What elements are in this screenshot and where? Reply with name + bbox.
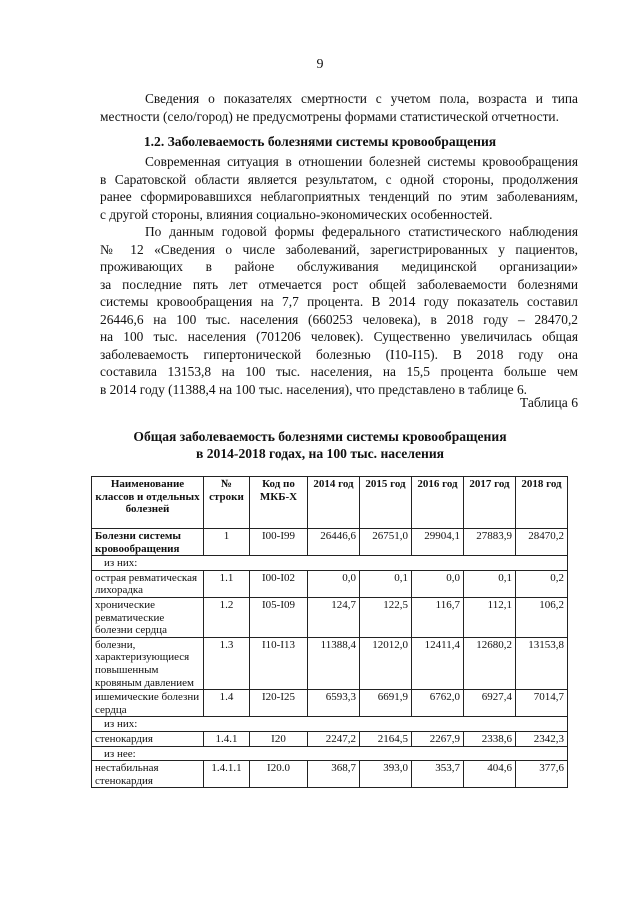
cell-value-2017: 112,1 — [464, 597, 516, 637]
header-2018: 2018 год — [516, 477, 568, 529]
cell-icd-code: I20.0 — [250, 761, 308, 788]
table-row — [92, 761, 568, 788]
cell-value-2015: 26751,0 — [360, 529, 412, 556]
cell-disease-name: нестабильная стенокардия — [92, 761, 204, 788]
morbidity-table — [91, 476, 568, 788]
para-line: на 100 тыс. населения (701206 человек). Существенно увеличилась общая — [100, 329, 578, 344]
table-subheader-row — [92, 556, 568, 571]
para-line: в 2014 году (11388,4 на 100 тыс. населения), что представлено в таблице 6. — [100, 381, 527, 397]
cell-value-2016: 0,0 — [412, 570, 464, 597]
cell-disease-name: болезни, характеризующиеся повышенным кровяным давлением — [92, 637, 204, 689]
cell-row-number: 1 — [204, 529, 250, 556]
table-body — [92, 529, 568, 788]
cell-value-2015: 122,5 — [360, 597, 412, 637]
cell-disease-name: стенокардия — [92, 731, 204, 746]
table-row — [92, 637, 568, 689]
table-subheader-row — [92, 746, 568, 761]
cell-value-2018: 28470,2 — [516, 529, 568, 556]
cell-value-2016: 12411,4 — [412, 637, 464, 689]
table-row — [92, 690, 568, 717]
cell-value-2018: 13153,8 — [516, 637, 568, 689]
cell-value-2015: 0,1 — [360, 570, 412, 597]
table-header-row — [92, 477, 568, 529]
cell-disease-name: острая ревматическая лихорадка — [92, 570, 204, 597]
cell-value-2016: 2267,9 — [412, 731, 464, 746]
para-line: 26446,6 на 100 тыс. населения (660253 человека), в 2018 году – 28470,2 — [100, 311, 578, 327]
cell-value-2017: 27883,9 — [464, 529, 516, 556]
section-heading: 1.2. Заболеваемость болезнями системы кровообращения — [143, 134, 497, 149]
subheader-label: из них: — [92, 717, 568, 732]
header-2014: 2014 год — [308, 477, 360, 529]
para-line: составила 13153,8 на 100 тыс. населения, на 15,5 процента больше чем — [100, 364, 578, 379]
cell-value-2016: 353,7 — [412, 761, 464, 788]
cell-disease-name: Болезни системы кровообращения — [92, 529, 204, 556]
section-paragraph-2 — [100, 223, 578, 398]
table-title-line: в 2014-2018 годах, на 100 тыс. населения — [195, 446, 445, 461]
cell-row-number: 1.3 — [204, 637, 250, 689]
page-number: 9 — [316, 57, 324, 72]
cell-value-2014: 6593,3 — [308, 690, 360, 717]
para-line: По данным годовой формы федерального статистического наблюдения — [145, 224, 578, 239]
cell-icd-code: I00-I99 — [250, 529, 308, 556]
cell-row-number: 1.2 — [204, 597, 250, 637]
cell-value-2015: 6691,9 — [360, 690, 412, 717]
table-row — [92, 731, 568, 746]
para-line: ранее сформировавшихся неблагоприятных тенденций по этим заболеваниям, — [100, 189, 578, 204]
cell-value-2016: 29904,1 — [412, 529, 464, 556]
para-line: в Саратовской области является результатом, с одной стороны, продолжения — [100, 171, 578, 187]
cell-icd-code: I00-I02 — [250, 570, 308, 597]
cell-value-2014: 2247,2 — [308, 731, 360, 746]
cell-icd-code: I20-I25 — [250, 690, 308, 717]
header-code: Код по МКБ-Х — [250, 477, 308, 529]
subheader-label: из нее: — [92, 746, 568, 761]
header-2015: 2015 год — [360, 477, 412, 529]
cell-icd-code: I05-I09 — [250, 597, 308, 637]
cell-value-2017: 2338,6 — [464, 731, 516, 746]
cell-value-2016: 116,7 — [412, 597, 464, 637]
cell-value-2017: 6927,4 — [464, 690, 516, 717]
cell-row-number: 1.4.1 — [204, 731, 250, 746]
cell-value-2018: 7014,7 — [516, 690, 568, 717]
table-row — [92, 529, 568, 556]
cell-value-2018: 106,2 — [516, 597, 568, 637]
cell-value-2018: 2342,3 — [516, 731, 568, 746]
cell-value-2017: 12680,2 — [464, 637, 516, 689]
cell-disease-name: хронические ревматические болезни сердца — [92, 597, 204, 637]
cell-row-number: 1.4.1.1 — [204, 761, 250, 788]
cell-value-2017: 0,1 — [464, 570, 516, 597]
section-paragraph-1 — [100, 153, 578, 223]
table-row — [92, 597, 568, 637]
para-line: за последние пять лет отмечается рост общей заболеваемости болезнями — [100, 276, 578, 292]
header-2016: 2016 год — [412, 477, 464, 529]
cell-value-2015: 2164,5 — [360, 731, 412, 746]
cell-disease-name: ишемические болезни сердца — [92, 690, 204, 717]
para-line: Современная ситуация в отношении болезней системы кровообращения — [145, 154, 578, 169]
para-line: проживающих в районе обслуживания медицинской организации» — [100, 259, 578, 274]
cell-value-2014: 26446,6 — [308, 529, 360, 556]
cell-row-number: 1.4 — [204, 690, 250, 717]
cell-value-2014: 124,7 — [308, 597, 360, 637]
table-row — [92, 570, 568, 597]
cell-value-2015: 12012,0 — [360, 637, 412, 689]
cell-value-2018: 377,6 — [516, 761, 568, 788]
cell-value-2018: 0,2 — [516, 570, 568, 597]
para-line: заболеваемость гипертонической болезнью (I10-I15). В 2018 году она — [100, 346, 578, 362]
cell-value-2015: 393,0 — [360, 761, 412, 788]
table-label: Таблица 6 — [519, 395, 578, 410]
cell-row-number: 1.1 — [204, 570, 250, 597]
intro-paragraph — [100, 90, 578, 125]
cell-value-2016: 6762,0 — [412, 690, 464, 717]
intro-line: местности (село/город) не предусмотрены формами статистической отчетности. — [100, 108, 559, 124]
subheader-label: из них: — [92, 556, 568, 571]
para-line: системы кровообращения на 7,7 процента. В 2014 году показатель составил — [100, 294, 578, 309]
para-line: № 12 «Сведения о числе заболеваний, зарегистрированных у пациентов, — [100, 241, 578, 257]
cell-value-2014: 0,0 — [308, 570, 360, 597]
cell-icd-code: I10-I13 — [250, 637, 308, 689]
cell-icd-code: I20 — [250, 731, 308, 746]
header-2017: 2017 год — [464, 477, 516, 529]
cell-value-2017: 404,6 — [464, 761, 516, 788]
para-line: с другой стороны, влияния социально-экономических особенностей. — [100, 206, 493, 222]
table-title-line: Общая заболеваемость болезнями системы кровообращения — [133, 429, 507, 444]
cell-value-2014: 11388,4 — [308, 637, 360, 689]
table-subheader-row — [92, 717, 568, 732]
header-row-number: № строки — [204, 477, 250, 529]
table-title — [0, 428, 640, 462]
cell-value-2014: 368,7 — [308, 761, 360, 788]
intro-line: Сведения о показателях смертности с учетом пола, возраста и типа — [145, 91, 578, 106]
header-name: Наименование классов и отдельных болезней — [92, 477, 204, 529]
